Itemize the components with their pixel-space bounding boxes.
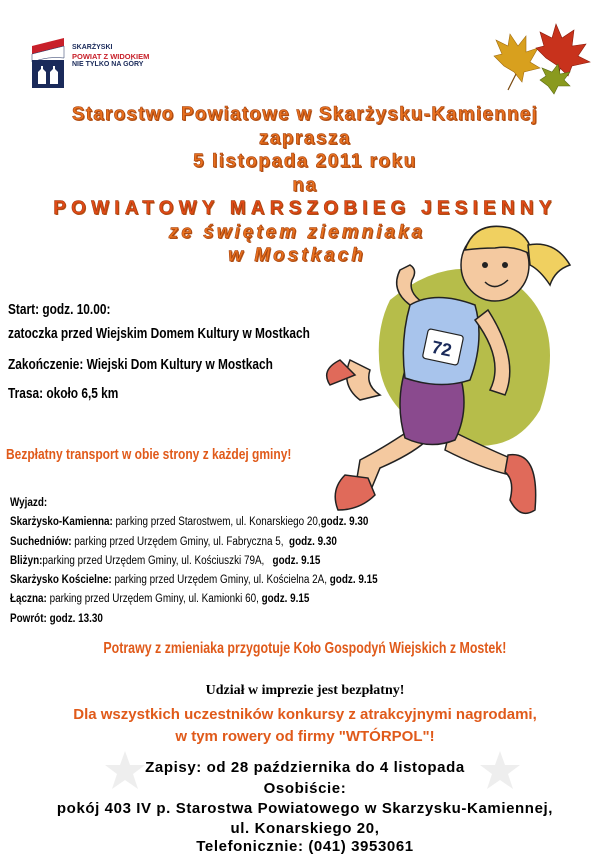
organizer-heading: Starostwo Powiatowe w Skarżysku-Kamiennej xyxy=(71,104,539,125)
start-time: Start: godz. 10.00: xyxy=(8,302,111,318)
food-notice xyxy=(0,640,610,658)
departure-desc: parking przed Urzędem Gminy, ul. Kościelna 2A, xyxy=(111,574,328,586)
bib-number: 72 xyxy=(429,336,454,361)
registration-phone: Telefonicznie: (041) 3953061 xyxy=(196,838,414,855)
contest-line-2: w tym rowery od firmy "WTÓRPOL"! xyxy=(175,728,435,745)
autumn-leaves-icon xyxy=(486,16,598,96)
departure-place: Skarżysko-Kamienna: xyxy=(10,516,113,528)
county-emblem-icon xyxy=(30,36,66,90)
departure-time: godz. 9.15 xyxy=(327,574,378,586)
departure-desc: parking przed Urzędem Gminy, ul. Kościuszki 79A, xyxy=(42,555,265,567)
contest-line-1: Dla wszystkich uczestników konkursy z atrakcyjnymi nagrodami, xyxy=(73,706,537,723)
departure-place: Łączna: xyxy=(10,593,47,605)
departure-place: Suchedniów: xyxy=(10,536,72,548)
event-subtitle: ze świętem ziemniaka xyxy=(168,222,426,243)
registration-in-person: Osobiście: xyxy=(263,780,347,797)
logo-line-3: NIE TYLKO NA GÓRY xyxy=(72,61,144,68)
county-logo xyxy=(30,36,170,94)
departure-row xyxy=(10,516,368,528)
logo-line-1: SKARŻYSKI xyxy=(72,44,113,51)
registration-dates: Zapisy: od 28 października do 4 listopada xyxy=(145,759,465,776)
event-title: POWIATOWY MARSZOBIEG JESIENNY xyxy=(53,198,557,219)
runner-girl-illustration xyxy=(300,210,590,540)
departures-title: Wyjazd: xyxy=(10,497,48,509)
route-length: Trasa: około 6,5 km xyxy=(8,386,119,402)
to-heading: na xyxy=(292,175,318,196)
departure-desc: parking przed Urzędem Gminy, ul. Kamionki 60, xyxy=(46,593,259,605)
logo-text xyxy=(72,44,149,70)
food-text: Potrawy z zmieniaka przygotuje Koło Gospodyń Wiejskich z Mostek! xyxy=(103,640,507,657)
registration-street: ul. Konarskiego 20, xyxy=(230,820,380,837)
registration-room: pokój 403 IV p. Starostwa Powiatowego w Skarzysku-Kamiennej, xyxy=(56,800,554,817)
departure-row xyxy=(10,555,320,567)
departure-row xyxy=(10,593,309,605)
free-entry: Udział w imprezie jest bezpłatny! xyxy=(205,683,405,698)
event-location: w Mostkach xyxy=(228,245,366,266)
departure-time: godz. 9.30 xyxy=(283,536,337,548)
departure-desc: parking przed Urzędem Gminy, ul. Fabryczna 5, xyxy=(71,536,284,548)
invites-heading: zaprasza xyxy=(258,128,352,149)
departure-time: godz. 9.15 xyxy=(258,593,310,605)
departure-place: Skarżysko Kościelne: xyxy=(10,574,112,586)
return-time: godz. 13.30 xyxy=(46,613,103,625)
return-label: Powrót: xyxy=(10,613,47,625)
transport-notice: Bezpłatny transport w obie strony z każdej gminy! xyxy=(6,446,292,463)
return-row xyxy=(10,613,103,625)
departure-place: Bliżyn: xyxy=(10,555,43,567)
departure-time: godz. 9.15 xyxy=(264,555,321,567)
logo-line-2: POWIAT Z WIDOKIEM xyxy=(72,51,150,61)
start-place: zatoczka przed Wiejskim Domem Kultury w Mostkach xyxy=(8,326,310,342)
departure-desc: parking przed Starostwem, ul. Konarskiego 20, xyxy=(112,516,321,528)
departure-time: godz. 9.30 xyxy=(320,516,369,528)
finish-place: Zakończenie: Wiejski Dom Kultury w Mostkach xyxy=(8,357,273,373)
departure-row xyxy=(10,536,337,548)
departure-row xyxy=(10,574,378,586)
date-heading: 5 listopada 2011 roku xyxy=(193,151,417,172)
